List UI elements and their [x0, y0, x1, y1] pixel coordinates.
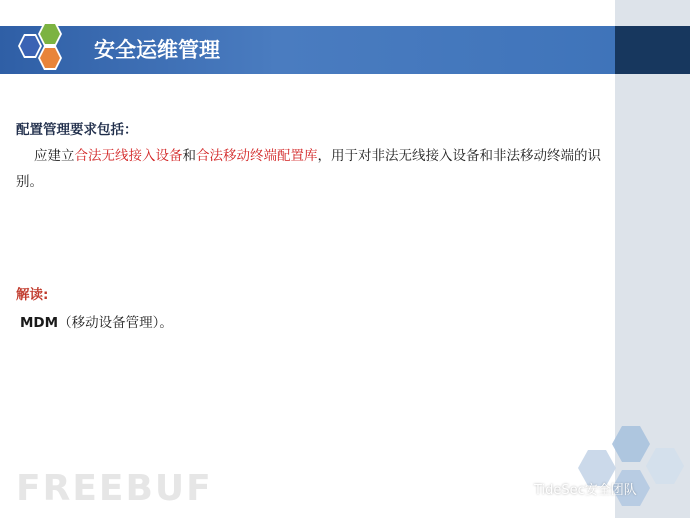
paragraph-text: 应建立: [34, 148, 75, 164]
title-bar-accent: [615, 26, 690, 74]
credit-text: TideSec安全团队: [534, 482, 637, 498]
wechat-icon: [506, 479, 528, 497]
config-paragraph: [16, 143, 614, 195]
hexagon-logo-icon: [4, 16, 84, 88]
highlight-legal-mobile-config-db: 合法移动终端配置库: [196, 148, 318, 164]
decorative-hexagons-icon: [578, 420, 690, 518]
mdm-term: MDM: [20, 315, 59, 331]
mdm-description: （移动设备管理）。: [58, 315, 173, 331]
highlight-legal-wireless-devices: 合法无线接入设备: [74, 148, 183, 164]
paragraph-text: ，用于对非法无线接入设备和非法移动终端的识别。: [16, 148, 601, 190]
wechat-credit: [506, 478, 637, 498]
config-heading: 配置管理要求包括：: [16, 122, 138, 138]
interpretation-label: 解读:: [16, 287, 49, 303]
paragraph-text: 和: [182, 148, 196, 164]
freebuf-watermark: FREEBUF: [16, 468, 213, 509]
title-bar: [0, 26, 615, 74]
slide-title: 安全运维管理: [94, 38, 220, 62]
interpretation-text: [20, 311, 173, 331]
